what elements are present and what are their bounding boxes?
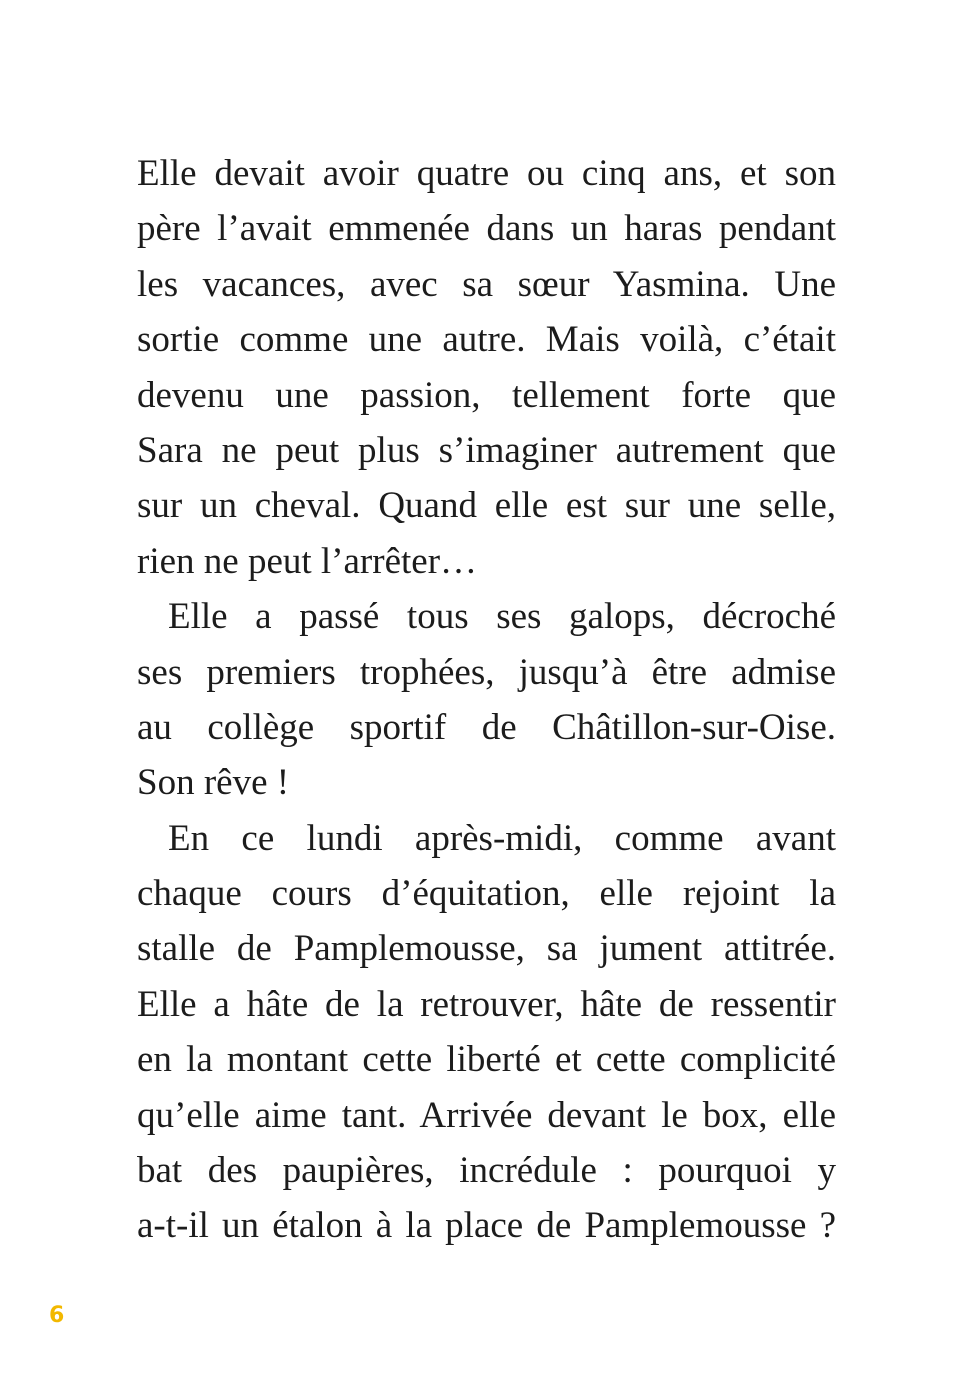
paragraph-1 bbox=[137, 146, 836, 589]
paragraph-2 bbox=[137, 589, 836, 811]
body-text bbox=[137, 146, 836, 1254]
text-line: bat des paupières, incrédule : pourquoi y bbox=[137, 1150, 836, 1192]
text-line: au collège sportif de Châtillon-sur-Oise. bbox=[137, 706, 836, 748]
paragraph-3 bbox=[137, 811, 836, 1254]
text-line: qu’elle aime tant. Arrivée devant le box, elle bbox=[137, 1094, 836, 1136]
text-line: rien ne peut l’arrêter… bbox=[137, 540, 478, 582]
text-line: Elle a passé tous ses galops, décroché bbox=[168, 596, 836, 638]
text-line: les vacances, avec sa sœur Yasmina. Une bbox=[137, 263, 836, 305]
text-line: stalle de Pamplemousse, sa jument attitrée. bbox=[137, 928, 836, 970]
text-line: sortie comme une autre. Mais voilà, c’était bbox=[137, 319, 836, 361]
page-number: 6 bbox=[49, 1303, 65, 1328]
text-line: en la montant cette liberté et cette complicité bbox=[137, 1039, 836, 1081]
text-line: Elle a hâte de la retrouver, hâte de ressentir bbox=[137, 983, 836, 1025]
text-line: père l’avait emmenée dans un haras pendant bbox=[137, 208, 836, 250]
text-line: chaque cours d’équitation, elle rejoint la bbox=[137, 873, 836, 915]
text-line: a-t-il un étalon à la place de Pamplemousse ? bbox=[137, 1205, 836, 1247]
text-line: devenu une passion, tellement forte que bbox=[137, 374, 836, 416]
text-line: sur un cheval. Quand elle est sur une selle, bbox=[137, 485, 836, 527]
text-line: Son rêve ! bbox=[137, 762, 290, 804]
text-line: ses premiers trophées, jusqu’à être admise bbox=[137, 651, 836, 693]
text-line: En ce lundi après-midi, comme avant bbox=[168, 817, 836, 859]
text-line: Elle devait avoir quatre ou cinq ans, et son bbox=[137, 153, 836, 194]
text-line: Sara ne peut plus s’imaginer autrement que bbox=[137, 429, 836, 471]
